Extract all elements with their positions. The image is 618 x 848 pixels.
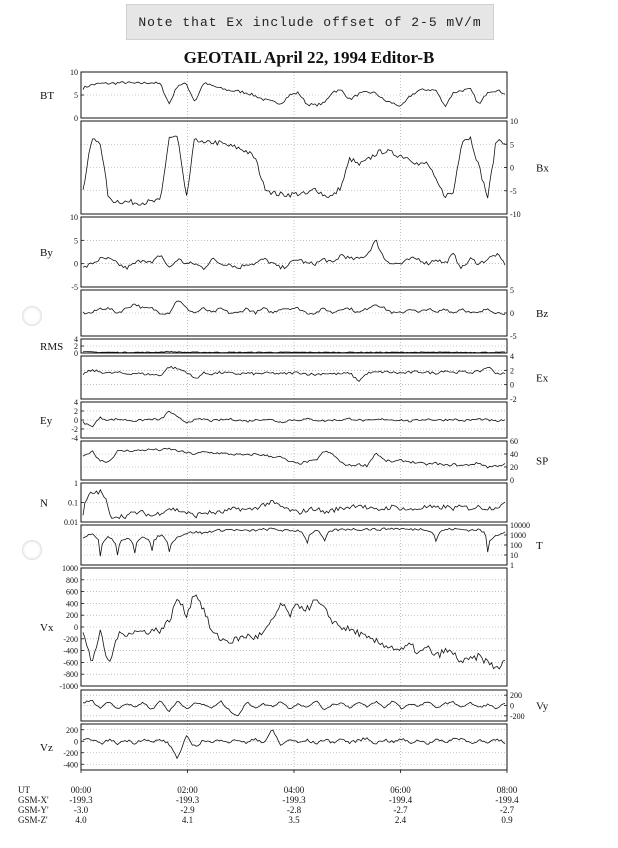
y-tick-label: 0 xyxy=(74,114,78,123)
y-tick-label: -5 xyxy=(71,283,78,292)
table-row-label: GSM-Y' xyxy=(18,805,49,815)
panel-label-vz: Vz xyxy=(40,742,53,754)
panel-label-n: N xyxy=(40,497,48,510)
y-tick-label: 200 xyxy=(510,691,522,701)
table-row-label: GSM-X' xyxy=(18,795,49,805)
y-tick-label: 0 xyxy=(510,163,514,173)
y-tick-label: 10000 xyxy=(510,521,530,530)
y-tick-label: -200 xyxy=(63,634,78,644)
y-tick-label: 0.1 xyxy=(68,498,78,508)
y-tick-label: 40 xyxy=(510,450,518,459)
y-tick-label: -4 xyxy=(71,434,78,443)
y-tick-label: 5 xyxy=(74,236,78,246)
y-tick-label: 0 xyxy=(74,259,78,269)
y-tick-label: -400 xyxy=(63,646,78,656)
y-tick-label: 0.01 xyxy=(64,518,78,527)
table-cell: 3.5 xyxy=(288,815,300,825)
panel-label-rms: RMS xyxy=(40,341,64,353)
y-tick-label: 10 xyxy=(70,213,78,222)
panel-label-ey: Ey xyxy=(40,415,53,427)
y-tick-label: 10 xyxy=(510,117,518,126)
panel-label-sp: SP xyxy=(536,455,549,468)
y-tick-label: 0 xyxy=(510,309,514,318)
panel-label-ex: Ex xyxy=(536,372,549,385)
y-tick-label: -10 xyxy=(510,210,521,219)
x-tick-label: 00:00 xyxy=(70,785,92,795)
table-cell: -199.4 xyxy=(388,795,413,805)
panel-vz xyxy=(40,724,507,770)
panel-label-vy: Vy xyxy=(536,700,549,713)
table-cell: -2.7 xyxy=(499,805,515,815)
y-tick-label: 2 xyxy=(510,366,514,376)
table-row-label: GSM-Z' xyxy=(18,815,48,825)
x-tick-label: 06:00 xyxy=(390,785,411,795)
y-tick-label: 2 xyxy=(74,407,78,416)
table-cell: -2.7 xyxy=(393,805,408,815)
y-tick-label: 0 xyxy=(74,737,78,747)
table-cell: -199.3 xyxy=(175,795,200,805)
panel-by xyxy=(40,213,507,292)
panel-ex xyxy=(81,352,549,404)
y-tick-label: 5 xyxy=(510,140,514,150)
y-tick-label: -2 xyxy=(510,395,517,404)
panel-sp xyxy=(81,437,548,485)
y-tick-label: 100 xyxy=(510,541,522,550)
panel-vx xyxy=(40,564,507,691)
y-tick-label: -600 xyxy=(63,658,78,668)
y-tick-label: 0 xyxy=(74,416,78,425)
y-tick-label: 0 xyxy=(74,623,78,632)
y-tick-label: 5 xyxy=(74,91,78,100)
y-tick-label: 4 xyxy=(74,398,78,407)
y-tick-label: 60 xyxy=(510,437,518,446)
panel-label-bz: Bz xyxy=(536,308,549,320)
y-tick-label: 10 xyxy=(70,68,78,77)
y-tick-label: 2 xyxy=(74,342,78,351)
panel-frame xyxy=(81,217,507,287)
table-cell: 2.4 xyxy=(394,815,407,825)
table-cell: -2.9 xyxy=(180,805,195,815)
x-tick-label: 04:00 xyxy=(283,785,305,795)
panel-bt xyxy=(40,68,507,123)
series-line-t xyxy=(83,528,505,556)
y-tick-label: 0 xyxy=(510,476,514,485)
y-tick-label: -800 xyxy=(63,670,78,680)
y-tick-label: 4 xyxy=(510,352,514,361)
x-tick-label: 08:00 xyxy=(496,785,518,795)
panel-ey xyxy=(40,398,507,443)
y-tick-label: -5 xyxy=(510,332,517,341)
y-tick-label: 600 xyxy=(66,587,78,597)
panel-n xyxy=(40,479,507,527)
panel-bz xyxy=(81,286,548,341)
y-tick-label: 0 xyxy=(74,349,78,358)
panel-label-by: By xyxy=(40,247,53,259)
panel-label-bt: BT xyxy=(40,90,55,102)
table-cell: 0.9 xyxy=(501,815,513,825)
panel-label-vx: Vx xyxy=(40,622,54,634)
ut-gsm-table xyxy=(18,785,519,825)
table-cell: 4.1 xyxy=(181,815,194,825)
y-tick-label: 10 xyxy=(510,551,518,560)
y-tick-label: -1000 xyxy=(59,682,78,691)
y-tick-label: 1 xyxy=(74,479,78,488)
table-cell: -3.0 xyxy=(73,805,89,815)
table-cell: -199.3 xyxy=(69,795,93,805)
y-tick-label: 4 xyxy=(74,335,78,344)
y-tick-label: 1000 xyxy=(510,531,526,540)
x-tick-label: 02:00 xyxy=(177,785,198,795)
y-tick-label: -200 xyxy=(63,748,78,758)
y-tick-label: -2 xyxy=(71,425,78,434)
y-tick-label: 400 xyxy=(66,599,78,609)
panel-t xyxy=(81,521,543,570)
panel-label-bx: Bx xyxy=(536,162,549,175)
offset-note: Note that Ex include offset of 2-5 mV/m xyxy=(126,4,494,40)
panel-bx xyxy=(81,117,549,219)
table-cell: -199.3 xyxy=(282,795,306,805)
y-tick-label: 200 xyxy=(66,725,78,735)
y-tick-label: -5 xyxy=(510,186,517,196)
y-tick-label: 800 xyxy=(66,575,78,585)
y-tick-label: 0 xyxy=(510,380,514,390)
table-row-label: UT xyxy=(18,785,30,795)
panel-vy xyxy=(81,690,549,721)
y-tick-label: 1 xyxy=(510,561,514,570)
y-tick-label: -400 xyxy=(63,760,78,770)
series-line-ey xyxy=(83,411,505,427)
y-tick-label: 1000 xyxy=(62,564,78,573)
y-tick-label: 5 xyxy=(510,286,514,295)
y-tick-label: 20 xyxy=(510,463,518,472)
y-tick-label: 0 xyxy=(510,701,514,711)
table-cell: -199.4 xyxy=(495,795,519,805)
series-line-sp xyxy=(83,448,505,468)
panel-label-t: T xyxy=(536,540,543,552)
panel-rms xyxy=(40,335,507,358)
series-line-bz xyxy=(83,301,505,314)
series-line-bx xyxy=(83,136,505,205)
table-cell: 4.0 xyxy=(75,815,87,825)
chart-title: GEOTAIL April 22, 1994 Editor-B xyxy=(183,48,435,67)
y-tick-label: -200 xyxy=(510,711,525,721)
y-tick-label: 200 xyxy=(66,611,78,621)
table-cell: -2.8 xyxy=(286,805,302,815)
